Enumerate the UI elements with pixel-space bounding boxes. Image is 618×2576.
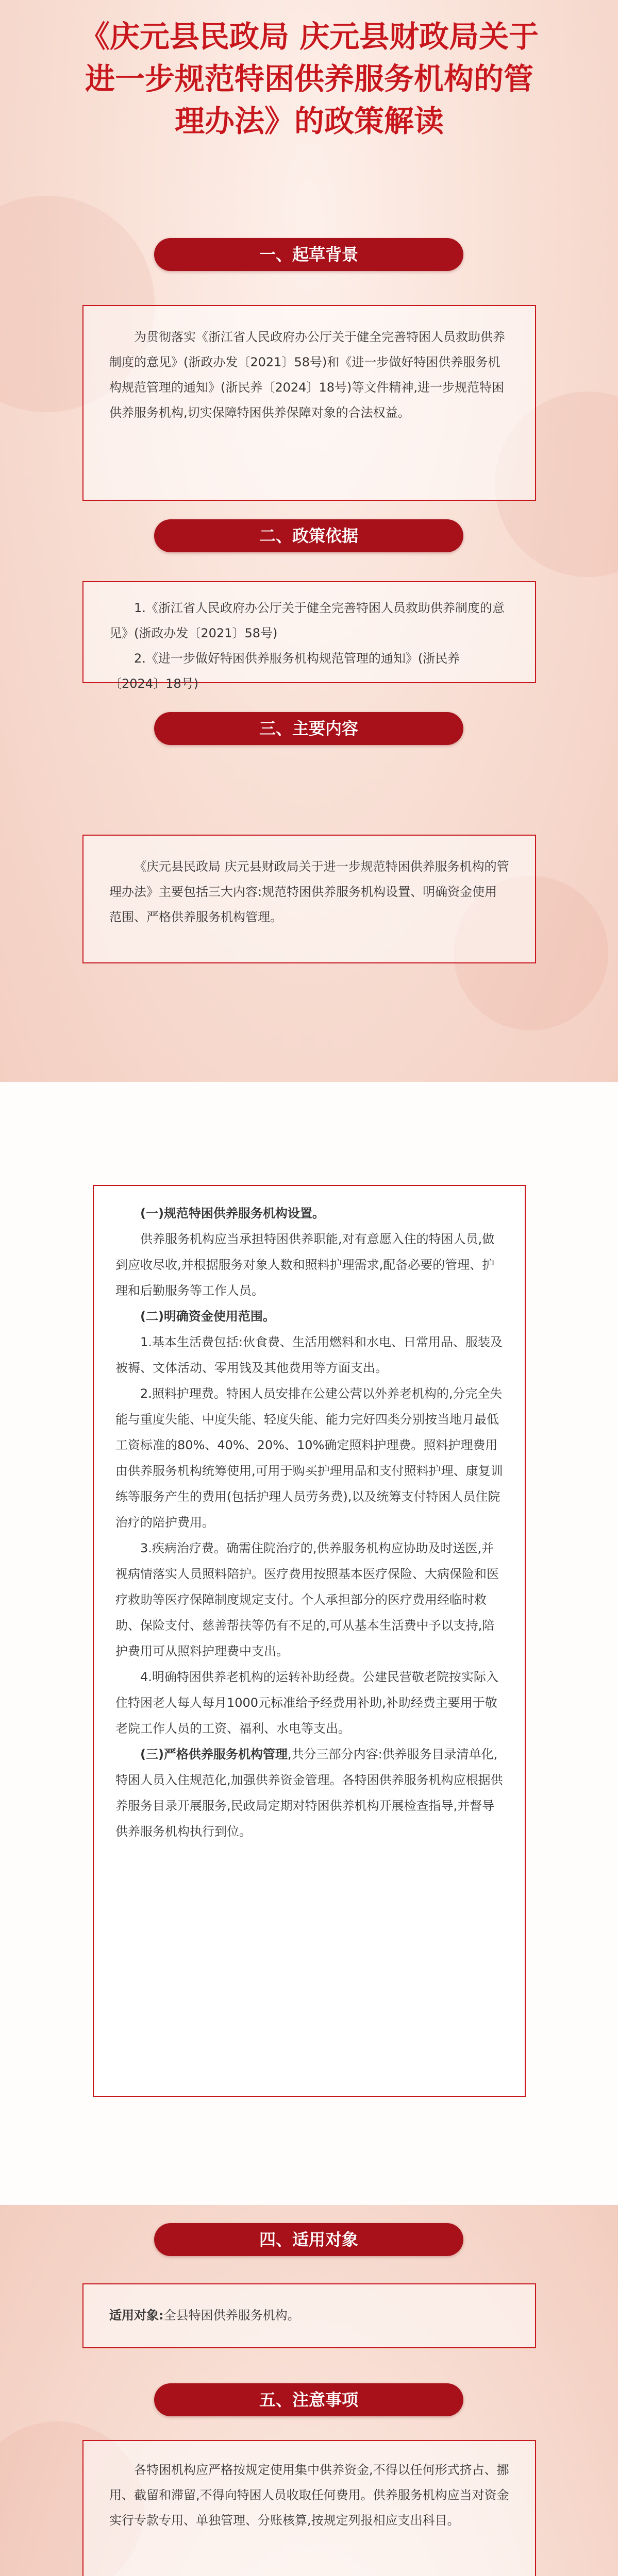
section-heading-background: 一、起草背景 <box>154 238 463 271</box>
scope-text-line <box>109 2303 509 2328</box>
scope-box <box>82 2283 536 2348</box>
basis-box <box>82 581 536 691</box>
content-paragraph-3-text: ,共分三部分内容:供养服务目录清单化,特困人员入住规范化,加强供养资金管理。各特困供养服务机构应根据供养服务目录开展服务,民政局定期对特困供养机构开展检查指导,并督导供养服务机构执行到位。 <box>115 1747 503 1839</box>
content-subheading-3: (三)严格供养服务机构管理 <box>140 1747 288 1761</box>
content-subheading-2: (二)明确资金使用范围。 <box>140 1309 275 1324</box>
content-item-2-4: 4.明确特困供养老机构的运转补助经费。公建民营敬老院按实际入住特困老人每人每月1000元标准给予经费用补助,补助经费主要用于敬老院工作人员的工资、福利、水电等支出。 <box>115 1670 498 1736</box>
content-summary: 《庆元县民政局 庆元县财政局关于进一步规范特困供养服务机构的管理办法》主要包括三大内容:规范特困供养服务机构设置、明确资金使用范围、严格供养服务机构管理。 <box>109 859 509 924</box>
content-subheading-1: (一)规范特困供养服务机构设置。 <box>140 1206 325 1221</box>
content-item-2-2: 2.照料护理费。特困人员安排在公建公营以外养老机构的,分完全失能与重度失能、中度失能、轻度失能、能力完好四类分别按当地月最低工资标准的80%、40%、20%、10%确定照料护理费。照料护理费用由供养服务机构统筹使用,可用于购买护理用品和支付照料护理、康复训练等服务产生的费用(包括护理人员劳务费),以及统筹支付特困人员住院治疗的陪护费用。 <box>115 1386 503 1530</box>
page-title: 《庆元县民政局 庆元县财政局关于进一步规范特困供养服务机构的管理办法》的政策解读 <box>79 19 539 139</box>
background-text: 为贯彻落实《浙江省人民政府办公厅关于健全完善特困人员救助供养制度的意见》(浙政办发〔2021〕58号)和《进一步做好特困供养服务机构规范管理的通知》(浙民养〔2024〕18号)等文件精神,进一步规范特困供养服务机构,切实保障特困供养保障对象的合法权益。 <box>109 330 505 420</box>
section-heading-basis: 二、政策依据 <box>154 519 463 552</box>
content-summary-box <box>82 835 536 963</box>
background-box <box>82 305 536 501</box>
basis-item-2: 2.《进一步做好特困供养服务机构规范管理的通知》(浙民养〔2024〕18号) <box>109 651 460 691</box>
scope-text: 全县特困供养服务机构。 <box>163 2308 300 2323</box>
notes-box <box>82 2440 536 2576</box>
content-item-2-1: 1.基本生活费包括:伙食费、生活用燃料和水电、日常用品、服装及被褥、文体活动、零用钱及其他费用等方面支出。 <box>115 1335 503 1375</box>
section-heading-scope: 四、适用对象 <box>154 2223 463 2256</box>
section-heading-notes: 五、注意事项 <box>154 2383 463 2416</box>
content-item-2-3: 3.疾病治疗费。确需住院治疗的,供养服务机构应协助及时送医,并视病情落实人员照料陪护。医疗费用按照基本医疗保险、大病保险和医疗救助等医疗保障制度规定支付。个人承担部分的医疗费用经临时救助、保险支付、慈善帮扶等仍有不足的,可从基本生活费中予以支持,陪护费用可从照料护理费中支出。 <box>115 1541 499 1658</box>
notes-text: 各特困机构应严格按规定使用集中供养资金,不得以任何形式挤占、挪用、截留和滞留,不得向特困人员收取任何费用。供养服务机构应当对资金实行专款专用、单独管理、分账核算,按规定列报相应支出科目。 <box>109 2463 509 2528</box>
scope-label: 适用对象: <box>109 2308 164 2323</box>
content-detail-box <box>93 1185 526 2097</box>
basis-item-1: 1.《浙江省人民政府办公厅关于健全完善特困人员救助供养制度的意见》(浙政办发〔2021〕58号) <box>109 601 505 640</box>
section-heading-content: 三、主要内容 <box>154 712 463 745</box>
content-paragraph-1: 供养服务机构应当承担特困供养职能,对有意愿入住的特困人员,做到应收尽收,并根据服务对象人数和照料护理需求,配备必要的管理、护理和后勤服务等工作人员。 <box>115 1232 495 1298</box>
content-paragraph-3 <box>115 1741 503 1844</box>
